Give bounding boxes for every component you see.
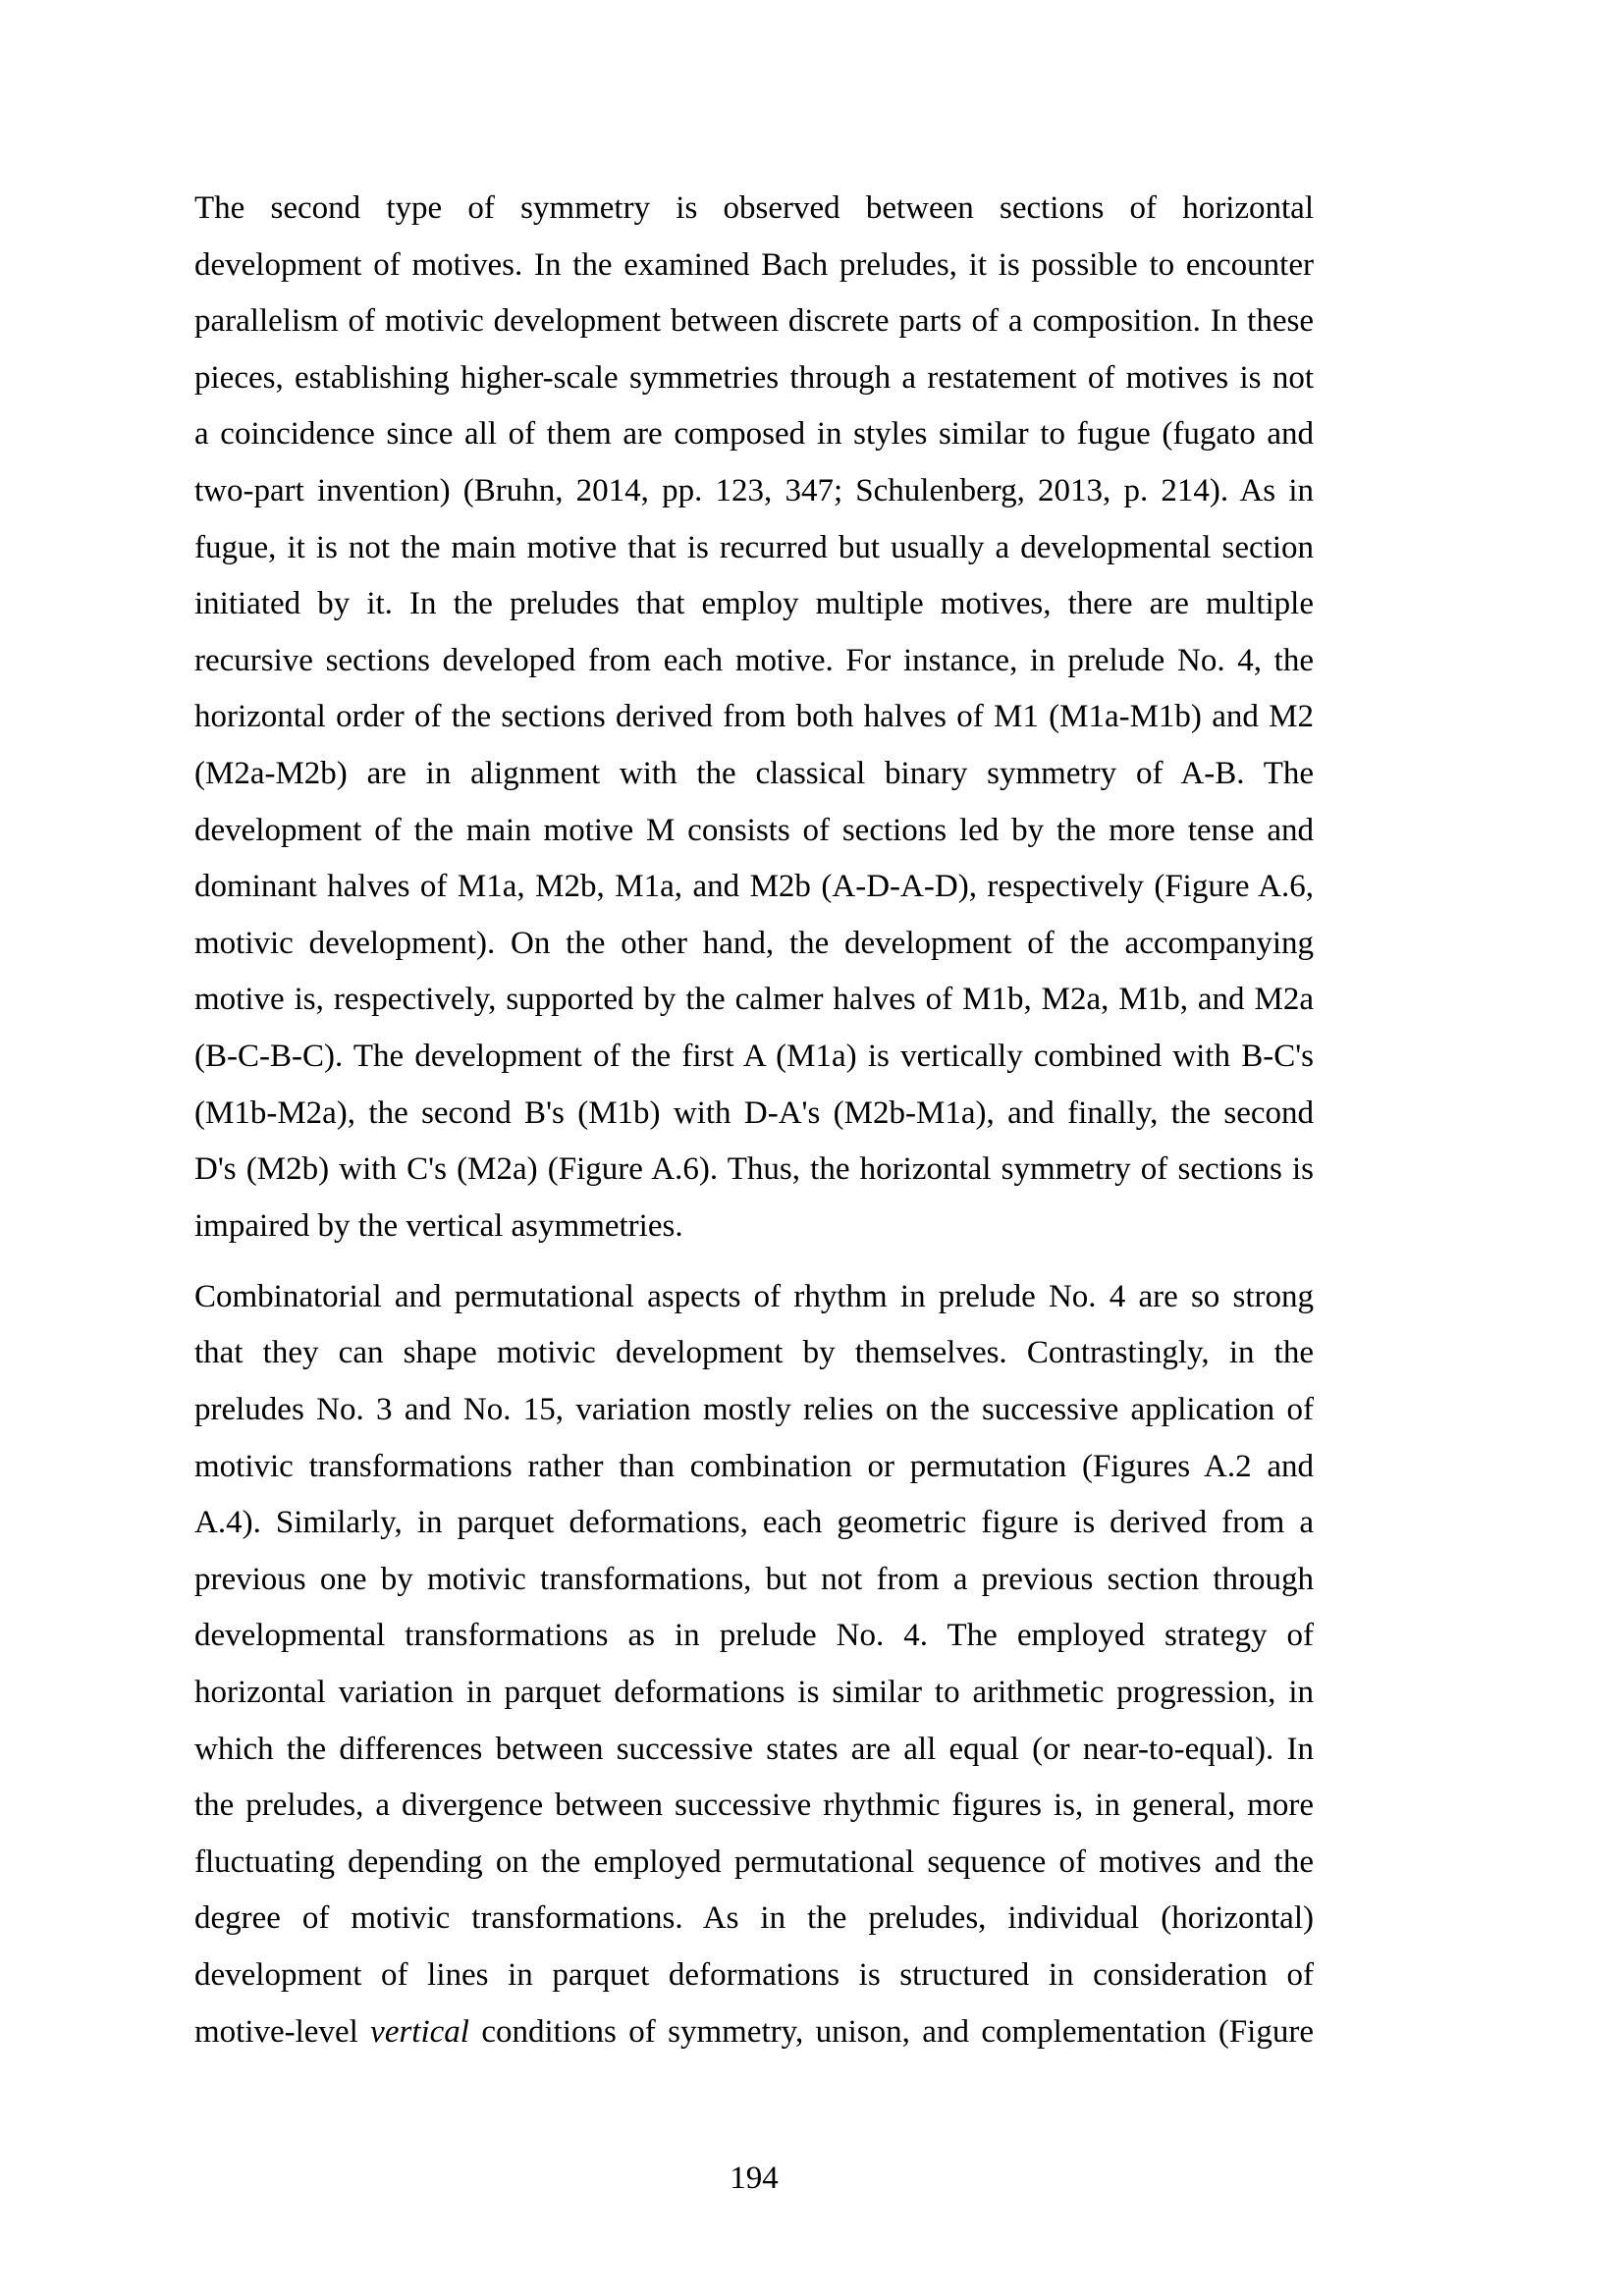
text-line: D's (M2b) with C's (M2a) (Figure A.6). Thus, the horizontal symmetry of sections is xyxy=(194,1151,1314,1188)
text-line xyxy=(194,2004,1314,2061)
text-line: dominant halves of M1a, M2b, M1a, and M2b (A-D-A-D), respectively (Figure A.6, xyxy=(194,869,1314,905)
page-number: 194 xyxy=(730,2161,779,2196)
text-line: parallelism of motivic development between discrete parts of a composition. In these xyxy=(194,303,1314,340)
text-line: a coincidence since all of them are composed in styles similar to fugue (fugato and xyxy=(194,416,1314,453)
paragraph-1 xyxy=(194,181,1314,1255)
text-line: Combinatorial and permutational aspects of rhythm in prelude No. 4 are so strong xyxy=(194,1278,1314,1314)
text-line: motivic transformations rather than combination or permutation (Figures A.2 and xyxy=(194,1448,1314,1484)
text-line: The second type of symmetry is observed between sections of horizontal xyxy=(194,190,1314,226)
text-line: developmental transformations as in prelude No. 4. The employed strategy of xyxy=(194,1618,1314,1654)
text-line: initiated by it. In the preludes that employ multiple motives, there are multiple xyxy=(194,586,1314,622)
text-line: motivic development). On the other hand, the development of the accompanying xyxy=(194,925,1314,961)
text-line: the preludes, a divergence between successive rhythmic figures is, in general, more xyxy=(194,1788,1314,1824)
text-segment: conditions of symmetry, unison, and complementation (Figure xyxy=(468,2013,1314,2050)
paragraph-2 xyxy=(194,1269,1314,2060)
text-line: motive is, respectively, supported by the calmer halves of M1b, M2a, M1b, and M2a xyxy=(194,982,1314,1018)
text-line: development of lines in parquet deformations is structured in consideration of xyxy=(194,1956,1314,1993)
text-line: which the differences between successive states are all equal (or near-to-equal). In xyxy=(194,1731,1314,1767)
text-line: recursive sections developed from each motive. For instance, in prelude No. 4, the xyxy=(194,642,1314,678)
text-line: two-part invention) (Bruhn, 2014, pp. 123, 347; Schulenberg, 2013, p. 214). As in xyxy=(194,472,1314,508)
text-line: pieces, establishing higher-scale symmetries through a restatement of motives is not xyxy=(194,359,1314,396)
text-line: development of motives. In the examined Bach preludes, it is possible to encounter xyxy=(194,246,1314,283)
text-line: horizontal variation in parquet deformations is similar to arithmetic progression, in xyxy=(194,1674,1314,1710)
text-line: A.4). Similarly, in parquet deformations, each geometric figure is derived from a xyxy=(194,1505,1314,1541)
text-line: development of the main motive M consists of sections led by the more tense and xyxy=(194,812,1314,848)
emphasis-vertical: vertical xyxy=(370,2013,469,2050)
text-line: (M2a-M2b) are in alignment with the classical binary symmetry of A-B. The xyxy=(194,755,1314,791)
text-line: fluctuating depending on the employed permutational sequence of motives and the xyxy=(194,1843,1314,1880)
text-line: previous one by motivic transformations, but not from a previous section through xyxy=(194,1561,1314,1597)
text-line: (M1b-M2a), the second B's (M1b) with D-A's (M2b-M1a), and finally, the second xyxy=(194,1095,1314,1131)
text-line: impaired by the vertical asymmetries. xyxy=(194,1207,683,1244)
text-line: that they can shape motivic development by themselves. Contrastingly, in the xyxy=(194,1335,1314,1371)
text-line: horizontal order of the sections derived from both halves of M1 (M1a-M1b) and M2 xyxy=(194,699,1314,735)
text-segment: motive-level xyxy=(194,2013,371,2050)
text-line: fugue, it is not the main motive that is recurred but usually a developmental section xyxy=(194,529,1314,565)
body-text xyxy=(194,181,1314,2060)
text-line: (B-C-B-C). The development of the first A (M1a) is vertically combined with B-C's xyxy=(194,1038,1314,1074)
text-line: preludes No. 3 and No. 15, variation mostly relies on the successive application of xyxy=(194,1391,1314,1427)
text-line: degree of motivic transformations. As in the preludes, individual (horizontal) xyxy=(194,1900,1314,1937)
